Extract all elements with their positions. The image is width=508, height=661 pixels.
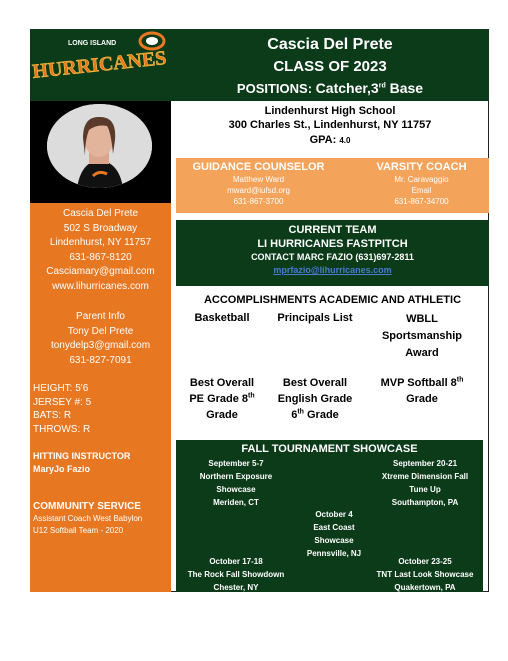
stat-height: HEIGHT: 5'6 bbox=[33, 383, 89, 394]
event-location: Quakertown, PA bbox=[394, 583, 456, 592]
event-date: October 23-25 bbox=[398, 557, 452, 566]
coach-title: VARSITY COACH bbox=[376, 161, 467, 173]
wbll-line1: WBLL bbox=[406, 313, 438, 325]
contact-street: 502 S Broadway bbox=[63, 222, 138, 234]
instructor-block bbox=[30, 450, 171, 476]
team-logo bbox=[30, 29, 171, 101]
header-banner bbox=[171, 29, 489, 101]
stat-jersey: JERSEY #: 5 bbox=[33, 396, 92, 408]
parent-phone: 631-827-7091 bbox=[69, 354, 132, 366]
event-location: Southampton, PA bbox=[391, 498, 459, 507]
event-name-2: Showcase bbox=[314, 536, 354, 545]
event-east-coast bbox=[284, 508, 384, 560]
instructor-name: MaryJo Fazio bbox=[33, 464, 91, 474]
coach-email[interactable]: Email bbox=[411, 186, 432, 195]
event-location: Chester, NY bbox=[213, 583, 259, 592]
gpa-label: GPA: bbox=[309, 134, 337, 146]
fall-showcase-title: FALL TOURNAMENT SHOWCASE bbox=[241, 443, 418, 455]
event-name: Xtreme Dimension Fall bbox=[381, 472, 469, 481]
contact-name: Cascia Del Prete bbox=[62, 208, 139, 219]
service-line2: U12 Softball Team - 2020 bbox=[33, 526, 124, 535]
left-info-column bbox=[30, 203, 171, 592]
team-name: LI HURRICANES FASTPITCH bbox=[257, 238, 408, 250]
positions-value: Catcher,3 bbox=[315, 80, 379, 96]
player-name: Cascia Del Prete bbox=[267, 36, 393, 53]
wbll-line3: Award bbox=[405, 347, 439, 359]
counselor-coach-box bbox=[176, 158, 489, 213]
player-photo bbox=[47, 104, 152, 188]
event-name-2: Tune Up bbox=[409, 485, 441, 494]
contact-block bbox=[30, 207, 171, 294]
mvp-line1-sup: th bbox=[456, 376, 464, 384]
event-name-2: Showcase bbox=[216, 485, 256, 494]
parent-block bbox=[30, 310, 171, 368]
guidance-email[interactable]: mward@iufsd.org bbox=[227, 186, 290, 195]
coach-name: Mr. Caravaggio bbox=[394, 175, 449, 184]
event-tnt-last-look bbox=[366, 555, 484, 594]
event-name: Northern Exposure bbox=[199, 472, 273, 481]
guidance-phone: 631-867-3700 bbox=[233, 197, 284, 206]
gpa-value: 4.0 bbox=[339, 136, 351, 145]
service-block bbox=[30, 500, 171, 537]
mvp-line1 bbox=[370, 375, 474, 391]
positions bbox=[171, 80, 489, 97]
gpa bbox=[171, 133, 489, 148]
event-northern-exposure bbox=[178, 457, 294, 509]
english-line3-sup: th bbox=[297, 408, 304, 416]
event-date: October 4 bbox=[315, 510, 353, 519]
coach-phone: 631-867-34700 bbox=[394, 197, 449, 206]
event-date: September 20-21 bbox=[392, 459, 458, 468]
team-email-link[interactable]: mprfazio@lihurricanes.com bbox=[273, 265, 392, 275]
event-rock-fall bbox=[176, 555, 296, 594]
guidance-title: GUIDANCE COUNSELOR bbox=[192, 161, 325, 173]
pe-line2-text: PE Grade 8 bbox=[189, 393, 249, 405]
accomplishments-title: ACCOMPLISHMENTS ACADEMIC AND ATHLETIC bbox=[203, 294, 462, 306]
instructor-heading: HITTING INSTRUCTOR bbox=[33, 451, 131, 461]
guidance-name: Matthew Ward bbox=[232, 175, 285, 184]
pe-line2 bbox=[180, 391, 264, 407]
varsity-coach bbox=[354, 158, 489, 207]
accomplishment-mvp bbox=[370, 375, 474, 407]
event-date: October 17-18 bbox=[209, 557, 263, 566]
english-line1: Best Overall bbox=[282, 377, 348, 389]
accomplishment-pe bbox=[180, 375, 264, 423]
event-name: TNT Last Look Showcase bbox=[376, 570, 474, 579]
mvp-line1-text: MVP Softball 8 bbox=[380, 377, 457, 389]
event-location: Meriden, CT bbox=[213, 498, 259, 507]
guidance-counselor bbox=[176, 158, 341, 207]
stat-throws: THROWS: R bbox=[33, 423, 91, 435]
hurricanes-logo-icon bbox=[30, 29, 171, 101]
parent-email[interactable]: tonydelp3@gmail.com bbox=[50, 340, 151, 351]
event-name: The Rock Fall Showdown bbox=[187, 570, 285, 579]
positions-tail: Base bbox=[385, 80, 424, 96]
current-team-box bbox=[176, 220, 489, 286]
accomplishment-basketball: Basketball bbox=[194, 312, 250, 324]
english-line3-num: 6 bbox=[291, 409, 298, 421]
stats-block bbox=[30, 382, 171, 436]
service-line1: Assistant Coach West Babylon bbox=[33, 514, 143, 523]
event-xtreme-dimension bbox=[366, 457, 484, 509]
team-heading: CURRENT TEAM bbox=[288, 224, 377, 236]
logo-main-text: HURRICANES bbox=[31, 47, 168, 84]
event-name: East Coast bbox=[313, 523, 355, 532]
school-block bbox=[171, 101, 489, 159]
accomplishment-principals-list: Principals List bbox=[277, 312, 353, 324]
pe-line3: Grade bbox=[206, 409, 238, 421]
logo-top-text: LONG ISLAND bbox=[68, 40, 117, 47]
pe-line2-sup: th bbox=[248, 392, 255, 400]
wbll-line2: Sportsmanship bbox=[381, 330, 463, 342]
class-year: CLASS OF 2023 bbox=[273, 58, 387, 75]
positions-label: POSITIONS: bbox=[236, 81, 313, 96]
english-line3 bbox=[270, 407, 360, 423]
school-address: 300 Charles St., Lindenhurst, NY 11757 bbox=[228, 119, 432, 131]
contact-website[interactable]: www.lihurricanes.com bbox=[52, 280, 149, 292]
event-date: September 5-7 bbox=[208, 459, 264, 468]
team-contact: CONTACT MARC FAZIO (631)697-2811 bbox=[251, 252, 414, 262]
service-heading: COMMUNITY SERVICE bbox=[33, 501, 141, 512]
parent-heading: Parent Info bbox=[76, 311, 125, 322]
mvp-line2: Grade bbox=[406, 393, 438, 405]
contact-phone: 631-867-8120 bbox=[69, 251, 132, 263]
accomplishment-wbll bbox=[373, 311, 471, 362]
positions-sup: rd bbox=[378, 82, 386, 90]
school-name: Lindenhurst High School bbox=[264, 105, 396, 117]
parent-name: Tony Del Prete bbox=[67, 325, 134, 337]
contact-city: Lindenhurst, NY 11757 bbox=[49, 237, 152, 248]
english-line2: English Grade bbox=[277, 393, 353, 405]
pe-line1: Best Overall bbox=[189, 377, 255, 389]
fall-showcase-box bbox=[176, 440, 483, 592]
english-line3-tail: Grade bbox=[303, 409, 339, 421]
event-location: Pennsville, NJ bbox=[306, 549, 362, 558]
accomplishment-english bbox=[270, 375, 360, 423]
contact-email[interactable]: Casciamary@gmail.com bbox=[46, 266, 155, 277]
stat-bats: BATS: R bbox=[33, 410, 72, 421]
